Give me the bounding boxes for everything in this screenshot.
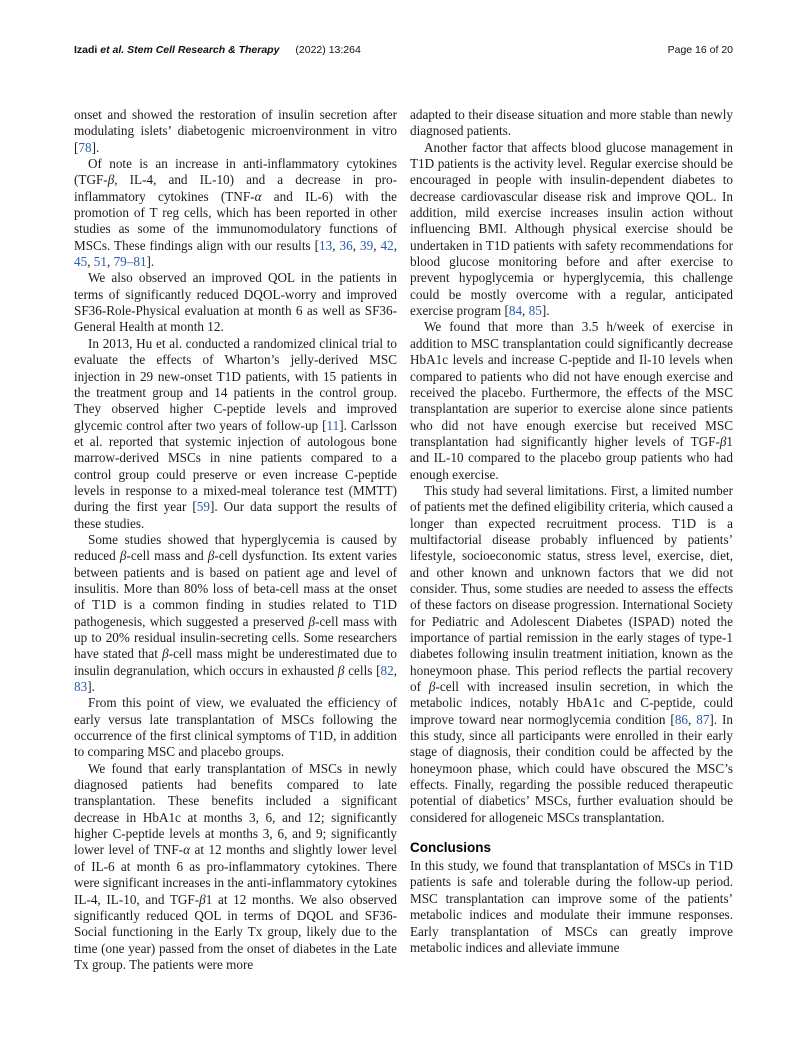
text-segment: ,	[373, 237, 381, 253]
paragraph	[74, 107, 397, 156]
text-segment: -cell mass might be underestimated due to insulin degranulation, which occurs in exhausted	[74, 646, 397, 678]
text-segment: , IL-4, and IL-10) and a decrease in pro-inflammatory cytokines (TNF-	[74, 172, 397, 204]
text-segment: ]. Our data support the results of these studies.	[74, 499, 397, 531]
citation-link[interactable]: 13	[319, 237, 333, 253]
citation-link[interactable]: 36	[339, 237, 353, 253]
text-segment: This study had several limitations. First, a limited number of patients met the defined eligibility criteria, which caused a longer than expected recruitment process. T1D is a multifactorial disease probably influenced by patients’ lifestyle, socioeconomic status, stress level, exercise, diet, and other known and unknown factors that we did not consider. Thus, some studies are needed to assess the effects of these factors on disease progression. International Society for Pediatric and Adolescent Diabetes (ISPAD) noted the importance of partial remission in the early stages of type-1 diabetes following insulin treatment initiation, known as the honeymoon phase. This period reflects the partial recovery of	[410, 482, 733, 695]
header-volume-citation: (2022) 13:264	[295, 44, 361, 56]
paragraph	[410, 107, 733, 140]
text-segment: ,	[332, 237, 340, 253]
paragraph	[410, 140, 733, 320]
text-segment: Another factor that affects blood glucose management in T1D patients is the activity level. Regular exercise should be encouraged in people with insulin-dependent diabetes to decrease cardiovascular disease risk and improve QOL. In addition, mild exercise increases insulin action without influencing BMI. Although physical exercise should be undertaken in T1D patients with safety recommendations for blood glucose monitoring before and after exercise to prevent hypoglycemia or hyperglycemia, this challenge could be mostly overcome with a regular, anticipated exercise program [	[410, 139, 733, 319]
page-header	[74, 44, 733, 56]
text-segment: Some studies showed that hyperglycemia is caused by reduced	[74, 531, 397, 564]
text-segment: -cell mass with up to 20% residual insulin-secreting cells. Some researchers have stated that	[74, 613, 397, 662]
citation-link[interactable]: 85	[528, 303, 542, 319]
text-segment: -cell with increased insulin secretion, in which the metabolic indices, notably HbA1c and C-peptide, could improve toward near normoglycemia condition [	[410, 679, 733, 727]
text-segment: We found that more than 3.5 h/week of exercise in addition to MSC transplantation could significantly decrease HbA1c levels and increase C-peptide and Il-10 levels when compared to patients who did not have enough exercise and received the placebo. Furthermore, the effects of the MSC transplantation are superior to exercise alone since patients who did not have enough exercise but received MSC transplantation had significantly higher levels of TGF-	[410, 319, 733, 449]
citation-link[interactable]: 86	[674, 711, 688, 727]
paragraph	[410, 858, 733, 956]
text-segment: -cell dysfunction. Its extent varies between patients and is based on patient age and level of insulitis. More than 80% loss of beta-cell mass at the onset of T1D is a common finding in studies related to T1D pathogenesis, which suggested a preserved	[74, 548, 397, 629]
text-segment: From this point of view, we evaluated the efficiency of early versus late transplantation of MSCs following the occurrence of the first clinical symptoms of T1D, in addition to comparing MSC and placebo groups.	[74, 695, 397, 760]
citation-link[interactable]: 82	[380, 662, 394, 678]
text-segment: ].	[541, 303, 550, 319]
text-segment: ,	[688, 711, 697, 727]
header-page-number: Page 16 of 20	[667, 44, 733, 56]
right-column	[410, 107, 733, 973]
text-segment: -cell mass and	[126, 548, 208, 564]
citation-link[interactable]: 83	[74, 679, 88, 695]
text-segment: 1 and IL-10 compared to the placebo group patients who had enough exercise.	[410, 433, 733, 482]
text-segment: ,	[106, 254, 114, 270]
italic-text: α	[254, 188, 262, 204]
text-segment: ,	[522, 303, 529, 319]
header-authors: Izadi	[74, 44, 101, 56]
two-column-body	[74, 107, 733, 973]
text-segment: ,	[87, 254, 94, 270]
paragraph	[74, 695, 397, 760]
text-segment: In 2013, Hu et al. conducted a randomized clinical trial to evaluate the effects of Wharton’s jelly-derived MSC injection in 29 new-onset T1D patients, with 15 patients in the treatment group and 14 patients in the control group. They observed higher C-peptide levels and improved glycemic control after two years of follow-up [	[74, 335, 397, 433]
paragraph	[74, 156, 397, 270]
text-segment: at 12 months and slightly lower level of IL-6 at month 6 as pro-inflammatory cytokines. There were significant increases in the anti-inflammatory cytokines IL-4, IL-10, and TGF-	[74, 842, 397, 907]
paragraph	[74, 761, 397, 973]
italic-text: β	[337, 662, 345, 678]
text-segment: ,	[393, 237, 398, 253]
paragraph	[410, 319, 733, 482]
text-segment: ].	[146, 254, 155, 270]
conclusions-heading: Conclusions	[410, 840, 492, 856]
text-segment: ]. In this study, since all participants were enrolled in their early stage of diagnosis, their condition could be affected by the honeymoon phase, which could have obscured the MSC’s effects. Finally, regarding the possible reduced therapeutic potential of diabetics’ MSCs, further evaluation should be considered for allogeneic MSCs transplantation.	[410, 711, 733, 825]
text-segment: Of note is an increase in anti-inflammatory cytokines (TGF-	[74, 156, 397, 188]
paragraph	[74, 532, 397, 695]
text-segment: We also observed an improved QOL in the patients in terms of significantly reduced DQOL-worry and improved SF36-Role-Physical evaluation at month 6 as well as SF36-General Health at month 12.	[74, 270, 397, 335]
text-segment: ,	[393, 662, 398, 678]
citation-link[interactable]: 51	[93, 254, 107, 270]
paragraph	[74, 270, 397, 335]
italic-text: β	[199, 891, 206, 907]
citation-link[interactable]: 79–81	[113, 254, 147, 270]
paragraph	[74, 336, 397, 532]
citation-link[interactable]: 42	[380, 237, 394, 253]
citation-link[interactable]: 87	[696, 711, 710, 727]
italic-text: β	[308, 613, 316, 629]
left-column	[74, 107, 397, 973]
text-segment: ]. Carlsson et al. reported that systemic injection of autologous bone marrow-derived MSCs in nine patients compared to a control group could preserve or even increase C-peptide levels in response to a mixed-meal tolerance test (MMTT) during the first year [	[74, 417, 397, 515]
italic-text: β	[119, 548, 127, 564]
text-segment: ,	[352, 237, 361, 253]
citation-link[interactable]: 59	[196, 499, 210, 515]
citation-link[interactable]: 78	[78, 139, 92, 155]
running-head	[74, 44, 361, 56]
italic-text: β	[107, 172, 115, 188]
text-segment: ].	[87, 679, 95, 695]
text-segment: In this study, we found that transplantation of MSCs in T1D patients is safe and tolerable during the follow-up period. MSC transplantation can improve some of the patients’ metabolic indices and modulate their immune responses. Early transplantation of MSCs can greatly improve metabolic indices and alleviate immune	[410, 858, 733, 955]
text-segment: onset and showed the restoration of insulin secretion after modulating islets’ diabetogenic microenvironment in vitro [	[74, 107, 397, 155]
italic-text: β	[719, 433, 727, 449]
citation-link[interactable]: 84	[508, 303, 523, 319]
citation-link[interactable]: 39	[360, 237, 374, 253]
text-segment: We found that early transplantation of MSCs in newly diagnosed patients had benefits compared to late transplantation. These benefits included a significant decrease in HbA1c at months 3, 6, and 12; significantly higher C-peptide levels at months 3, 6, and 9; significantly lower level of TNF-	[74, 760, 397, 858]
italic-text: α	[183, 842, 191, 858]
text-segment: 1 at 12 months. We also observed significantly reduced QOL in terms of DQOL and SF36-Social functioning in the Early Tx group, likely due to the time (one year) passed from the onset of diabetes in the Late Tx group. The patients were more	[74, 891, 397, 972]
text-segment: ].	[91, 139, 100, 155]
italic-text: β	[162, 646, 169, 662]
text-segment: adapted to their disease situation and more stable than newly diagnosed patients.	[410, 107, 733, 139]
paragraph	[410, 483, 733, 826]
italic-text: β	[207, 548, 215, 564]
citation-link[interactable]: 11	[326, 417, 340, 433]
header-journal-title: et al. Stem Cell Research & Therapy	[100, 44, 280, 56]
text-segment: cells [	[344, 662, 381, 678]
citation-link[interactable]: 45	[74, 254, 88, 270]
italic-text: β	[428, 679, 436, 695]
text-segment: and IL-6) with the promotion of T reg cells, which has been reported in other studies as some of the immunomodulatory functions of MSCs. These findings align with our results [	[74, 188, 398, 253]
